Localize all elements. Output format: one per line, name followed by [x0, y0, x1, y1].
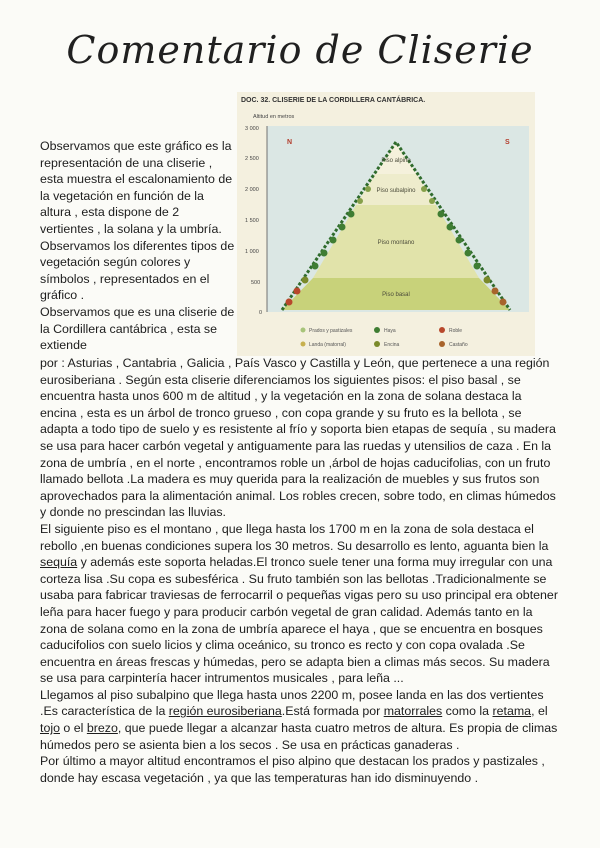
shrub-icon: [365, 186, 371, 192]
paragraph-basal: por : Asturias , Cantabria , Galicia , País Vasco y Castilla y León, que pertenece a una región eurosiberiana . Según esta cliserie diferenciamos los siguientes pisos: el piso basal , se encuentra hasta unos 600 m de altitud , y la vegetación en la zona de solana destaca la encina , esta es un árbol de tronco grueso , con copa grande y su fruto es la bellota , se adapta a todo tipo de suelo y es resistente al frío y soporta bien etapas de sequía , su madera se usa para hacer carbón vegetal y antiguamente para las ruedas y utensilios de caza . En la zona de umbría , en el norte , encontramos roble un ,árbol de hojas caducifolias, con un fruto llamado bellota .La madera es muy querida para la realización de muebles y sus frutos son aprovechados para la alimentación animal. Los robles crecen, sobre todo, en climas húmedos y donde no prescindan las lluvias.: [40, 356, 556, 520]
south-label: S: [505, 139, 510, 146]
intro-column: [40, 138, 236, 354]
cliserie-figure: [237, 92, 535, 356]
paragraph-montano: [40, 521, 560, 687]
y-tick-500: 500: [251, 280, 261, 286]
shrub-icon: [357, 198, 363, 204]
legend-roble-icon: [439, 327, 445, 333]
y-tick-2500: 2 500: [245, 156, 259, 162]
tree-icon: [474, 263, 481, 270]
tree-icon: [294, 288, 301, 295]
text-span: como la: [442, 704, 493, 719]
tree-icon: [447, 224, 454, 231]
intro-paragraph-2: Observamos los diferentes tipos de vegetación según colores y símbolos , representados en el gráfico .: [40, 238, 235, 303]
underlined-term: tojo: [40, 721, 60, 736]
y-tick-1000: 1 000: [245, 249, 259, 255]
tree-icon: [348, 211, 355, 218]
tree-icon: [339, 224, 346, 231]
y-tick-1500: 1 500: [245, 218, 259, 224]
underlined-term: región eurosiberiana: [168, 704, 282, 719]
legend-prados-icon: [301, 328, 306, 333]
zone-label-basal: Piso basal: [382, 292, 410, 298]
legend-encina-icon: [374, 341, 380, 347]
y-tick-3000: 3 000: [245, 126, 259, 132]
underlined-term: sequía: [40, 555, 78, 570]
text-span: El siguiente piso es el montano , que llega hasta los 1700 m en la zona de sola destaca el rebollo ,en buenas condiciones supera los 30 metros. Su desarrollo es lento, aguanta bien la: [40, 521, 549, 553]
zone-label-montano: Piso montano: [377, 240, 415, 246]
legend-roble: Roble: [449, 328, 463, 334]
tree-icon: [456, 237, 463, 244]
tree-icon: [484, 277, 491, 284]
body-text: [40, 355, 560, 786]
legend-prados: Prados y pastizales: [309, 328, 353, 334]
page-title: Comentario de Cliserie: [66, 28, 534, 72]
tree-icon: [286, 299, 293, 306]
legend-castano-icon: [439, 341, 445, 347]
y-tick-0: 0: [259, 310, 263, 316]
legend-castano: Castaño: [449, 342, 468, 348]
zone-label-subalpino: Piso subalpino: [376, 188, 416, 194]
legend-landa: Landa (matorral): [309, 342, 346, 348]
tree-icon: [321, 250, 328, 257]
tree-icon: [500, 299, 507, 306]
shrub-icon: [421, 186, 427, 192]
north-label: N: [287, 139, 293, 146]
shrub-icon: [429, 198, 435, 204]
tree-icon: [438, 211, 445, 218]
underlined-term: matorrales: [383, 704, 443, 719]
paragraph-subalpino: [40, 687, 560, 753]
text-span: Llegamos al piso subalpino que llega hasta unos 2200 m, posee landa en las dos vertientes .Es característica de la: [40, 687, 544, 719]
legend-haya: Haya: [384, 328, 396, 334]
legend-haya-icon: [374, 327, 380, 333]
text-span: y además este soporta heladas.El tronco suele tener una forma muy irregular con una corteza lisa .Su copa es subesférica . Su fruto también son las bellotas .Tradicionalmente se usaba para fabricar traviesas de ferrocarril o pequeñas vigas pero su uso principal era obtener leña para hacer fuego y para producir carbón vegetal de gran calidad. Además tanto en la zona de solana como en la zona de umbría aparece el haya , que se encuentra en bosques caducifolios con suelo licios y clima oceánico, su tronco es recto y con copa ovalada .Se encuentra en áreas frescas y húmedas, pero se adapta bien a climas más secos. Su madera se usa para carpintería hacer intrumentos musicales , para leña ...: [40, 555, 558, 686]
y-axis-title: Altitud en metros: [253, 114, 295, 120]
zone-label-alpino: Piso alpino: [381, 158, 411, 164]
underlined-term: retama: [492, 704, 532, 719]
intro-paragraph-1: Observamos que este gráfico es la representación de una cliserie , esta muestra el escalonamiento de la vegetación en función de la altura , esta dispone de 2 vertientes , la solana y la umbría.: [40, 139, 233, 236]
text-span: .Está formada por: [281, 704, 384, 719]
legend-encina: Encina: [384, 342, 400, 348]
tree-icon: [312, 263, 319, 270]
intro-paragraph-3: Observamos que es una cliserie de la Cordillera cantábrica , esta se extiende: [40, 304, 235, 353]
paragraph-alpino: Por último a mayor altitud encontramos el piso alpino que destacan los prados y pastizales , donde hay escasa vegetación , ya que las temperaturas han ido disminuyendo .: [40, 754, 545, 785]
text-span: o el: [59, 721, 87, 736]
tree-icon: [330, 237, 337, 244]
tree-icon: [492, 288, 499, 295]
text-span: , que puede llegar a alcanzar hasta cuatro metros de altura. Es propia de climas húmedos pero se asienta bien a los secos . Se usa en prácticas ganaderas .: [40, 721, 558, 752]
tree-icon: [302, 277, 309, 284]
text-span: , el: [531, 704, 548, 719]
legend-landa-icon: [301, 342, 306, 347]
underlined-term: brezo: [86, 721, 118, 736]
y-tick-2000: 2 000: [245, 187, 259, 193]
figure-doc-title: DOC. 32. CLISERIE DE LA CORDILLERA CANTÁBRICA.: [241, 97, 426, 104]
tree-icon: [465, 250, 472, 257]
